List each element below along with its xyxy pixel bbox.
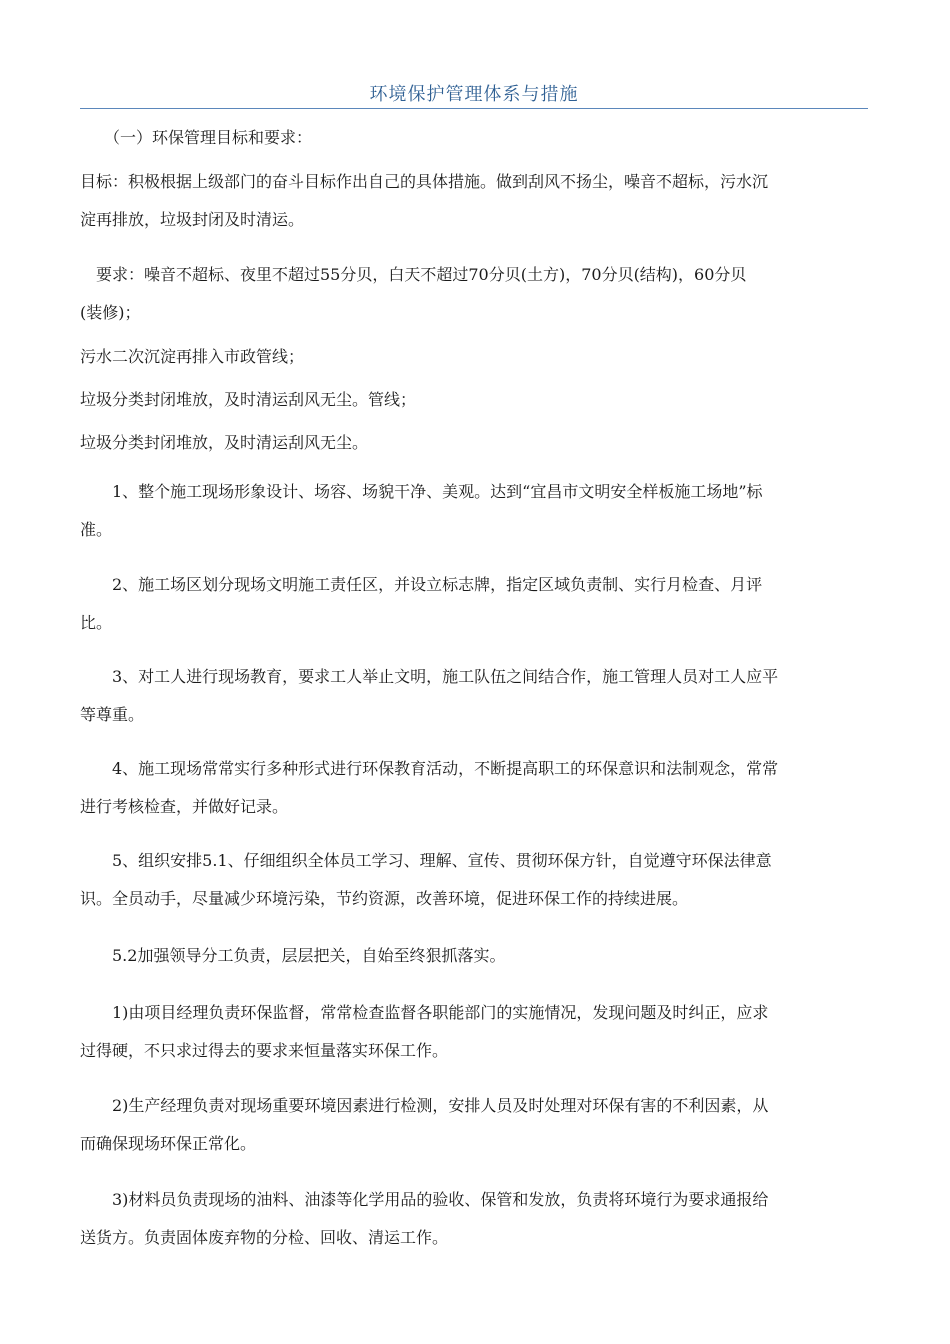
paragraph-item-1 [80,473,870,549]
paragraph-line: 污水二次沉淀再排入市政管线； [80,347,305,366]
paragraph-line: 1)由项目经理负责环保监督，常常检查监督各职能部门的实施情况，发现问题及时纠正，应求 [80,1003,769,1022]
paragraph-waste-1 [80,381,870,419]
paragraph-sub-2 [80,1087,870,1163]
paragraph-goal [80,163,870,239]
paragraph-line: 5.2加强领导分工负责，层层把关，自始至终狠抓落实。 [80,946,506,965]
paragraph-sub-1 [80,994,870,1070]
paragraph-line: 2、施工场区划分现场文明施工责任区，并设立标志牌，指定区域负责制、实行月检查、月评 [80,575,763,594]
paragraph-line: 淀再排放，垃圾封闭及时清运。 [80,210,305,229]
paragraph-line: （一）环保管理目标和要求： [80,128,313,147]
title-underline [80,108,868,109]
paragraph-line: 垃圾分类封闭堆放，及时清运刮风无尘。 [80,433,369,452]
paragraph-line: 识。全员动手，尽量减少环境污染，节约资源，改善环境，促进环保工作的持续进展。 [80,889,689,908]
paragraph-sewage [80,338,870,376]
paragraph-item-3 [80,658,870,734]
paragraph-line: 过得硬，不只求过得去的要求来恒量落实环保工作。 [80,1041,449,1060]
paragraph-line: 比。 [80,613,113,632]
paragraph-line: 准。 [80,520,113,539]
paragraph-line: 2)生产经理负责对现场重要环境因素进行检测，安排人员及时处理对环保有害的不利因素，从 [80,1096,769,1115]
paragraph-waste-2 [80,424,870,462]
paragraph-line: 送货方。负责固体废弃物的分检、回收、清运工作。 [80,1228,449,1247]
paragraph-line: 目标：积极根据上级部门的奋斗目标作出自己的具体措施。做到刮风不扬尘，噪音不超标，污水沉 [80,172,769,191]
paragraph-line: 进行考核检查，并做好记录。 [80,797,289,816]
paragraph-item-4 [80,750,870,826]
paragraph-line: 3)材料员负责现场的油料、油漆等化学用品的验收、保管和发放，负责将环境行为要求通报给 [80,1190,769,1209]
paragraph-line: 垃圾分类封闭堆放，及时清运刮风无尘。管线； [80,390,417,409]
paragraph-sub-3 [80,1181,870,1257]
paragraph-line: 1、整个施工现场形象设计、场容、场貌干净、美观。达到“宜昌市文明安全样板施工场地”标 [80,482,763,501]
paragraph-line: 3、对工人进行现场教育，要求工人举止文明，施工队伍之间结合作，施工管理人员对工人应平 [80,667,779,686]
paragraph-line: 要求：噪音不超标、夜里不超过55分贝，白天不超过70分贝(土方)，70分贝(结构)，60分贝 [80,265,747,284]
paragraph-item-2 [80,566,870,642]
paragraph-objectives-heading [80,119,870,157]
paragraph-requirements [80,256,870,332]
paragraph-line: (装修)； [80,303,141,322]
paragraph-line: 5、组织安排5.1、仔细组织全体员工学习、理解、宣传、贯彻环保方针，自觉遵守环保法律意 [80,851,772,870]
paragraph-line: 而确保现场环保正常化。 [80,1134,257,1153]
paragraph-item-5-2 [80,937,870,975]
page-title: 环境保护管理体系与措施 [369,84,579,105]
paragraph-line: 4、施工现场常常实行多种形式进行环保教育活动，不断提高职工的环保意识和法制观念，常常 [80,759,779,778]
paragraph-item-5 [80,842,870,918]
paragraph-line: 等尊重。 [80,705,145,724]
